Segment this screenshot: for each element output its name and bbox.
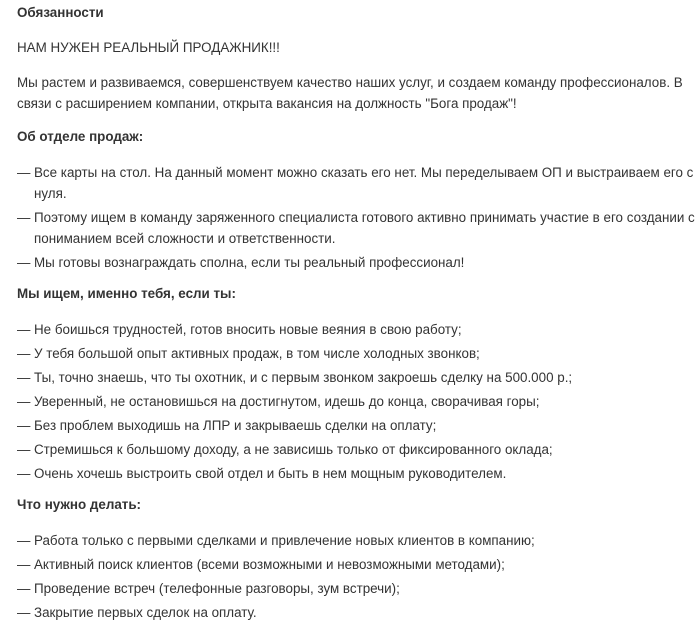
list-item: [17, 463, 700, 484]
todo-heading: Что нужно делать:: [17, 497, 142, 512]
list-item: [17, 602, 700, 623]
list-item: [17, 554, 700, 575]
dash-marker: —: [17, 255, 31, 270]
dash-marker: —: [17, 466, 31, 481]
company-text: Мы растем и развиваемся, совершенствуем качество наших услуг, и создаем команду профессионалов. В связи с расширением компании, открыта вакансия на должность "Бога продаж"!: [17, 75, 683, 111]
list-item-text: Закрытие первых сделок на оплату.: [34, 605, 257, 620]
list-item-text: Работа только с первыми сделками и привлечение новых клиентов в компанию;: [34, 533, 535, 548]
dash-marker: —: [17, 165, 31, 180]
todo-list: [17, 530, 700, 623]
dash-marker: —: [17, 322, 31, 337]
duties-heading: Обязанности: [17, 5, 104, 20]
dash-marker: —: [17, 370, 31, 385]
list-item: [17, 319, 700, 340]
list-item-text: Ты, точно знаешь, что ты охотник, и с первым звонком закроешь сделку на 500.000 р.;: [34, 370, 573, 385]
list-item-text: Поэтому ищем в команду заряженного специалиста готового активно принимать участие в его создании с пониманием всей сложности и ответственности.: [34, 210, 695, 246]
list-item-text: Уверенный, не остановишься на достигнутом, идешь до конца, сворачивая горы;: [34, 394, 540, 409]
dash-marker: —: [17, 442, 31, 457]
list-item: [17, 415, 700, 436]
list-item-text: Стремишься к большому доходу, а не зависишь только от фиксированного оклада;: [34, 442, 553, 457]
list-item-text: Без проблем выходишь на ЛПР и закрываешь сделки на оплату;: [34, 418, 437, 433]
sales-dept-list: [17, 162, 700, 273]
dash-marker: —: [17, 346, 31, 361]
sales-dept-heading: Об отделе продаж:: [17, 129, 144, 144]
dash-marker: —: [17, 557, 31, 572]
list-item-text: Все карты на стол. На данный момент можно сказать его нет. Мы переделываем ОП и выстраиваем его с нуля.: [34, 165, 694, 201]
list-item-text: Активный поиск клиентов (всеми возможными и невозможными методами);: [34, 557, 505, 572]
list-item: [17, 343, 700, 364]
list-item: [17, 578, 700, 599]
list-item: [17, 391, 700, 412]
seeking-list: [17, 319, 700, 484]
dash-marker: —: [17, 394, 31, 409]
list-item: [17, 439, 700, 460]
list-item: [17, 162, 700, 204]
dash-marker: —: [17, 605, 31, 620]
list-item-text: У тебя большой опыт активных продаж, в том числе холодных звонков;: [34, 346, 480, 361]
dash-marker: —: [17, 581, 31, 596]
seeking-heading: Мы ищем, именно тебя, если ты:: [17, 286, 236, 301]
list-item-text: Не боишься трудностей, готов вносить новые веяния в свою работу;: [34, 322, 462, 337]
list-item: [17, 252, 700, 273]
list-item: [17, 530, 700, 551]
list-item-text: Проведение встреч (телефонные разговоры, зум встречи);: [34, 581, 400, 596]
dash-marker: —: [17, 210, 31, 225]
intro-text: НАМ НУЖЕН РЕАЛЬНЫЙ ПРОДАЖНИК!!!: [17, 40, 280, 55]
dash-marker: —: [17, 533, 31, 548]
list-item-text: Мы готовы вознаграждать сполна, если ты реальный профессионал!: [34, 255, 465, 270]
list-item: [17, 207, 700, 249]
list-item-text: Очень хочешь выстроить свой отдел и быть в нем мощным руководителем.: [34, 466, 507, 481]
list-item: [17, 367, 700, 388]
dash-marker: —: [17, 418, 31, 433]
